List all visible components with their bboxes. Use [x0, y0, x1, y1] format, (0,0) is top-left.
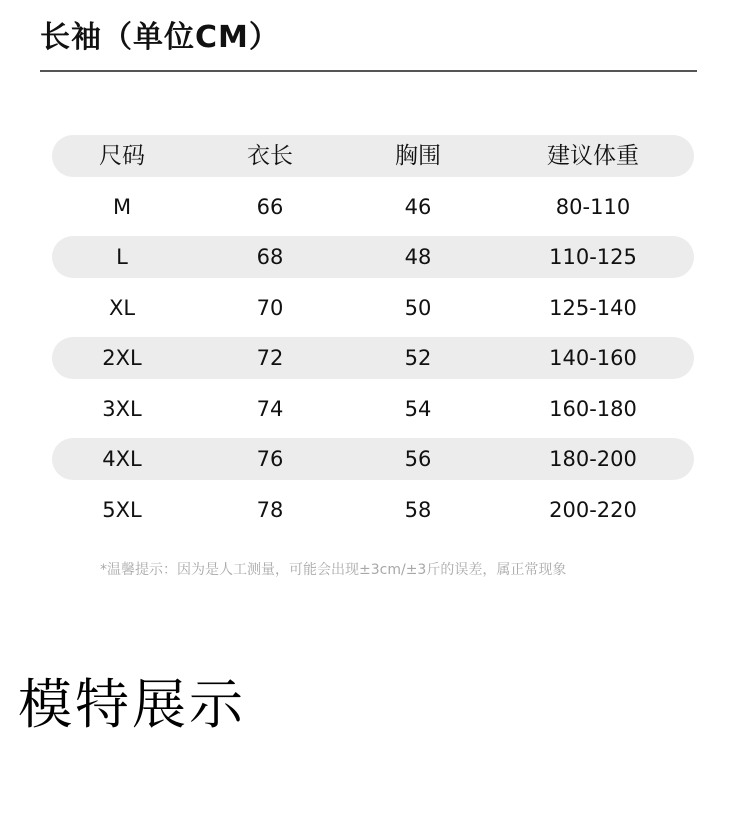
table-row — [52, 186, 694, 228]
table-row — [52, 236, 694, 278]
cell-size: 5XL — [102, 497, 142, 522]
title-divider — [40, 70, 697, 72]
table-row — [52, 438, 694, 480]
cell-chest: 46 — [404, 194, 432, 219]
table-row — [52, 287, 694, 329]
cell-length: 68 — [256, 245, 284, 269]
section-title: 模特展示 — [18, 673, 246, 736]
cell-chest: 56 — [404, 447, 432, 471]
header-chest: 胸围 — [395, 143, 441, 169]
table-row — [52, 388, 694, 430]
cell-size: 4XL — [102, 447, 142, 471]
cell-length: 76 — [256, 447, 284, 471]
cell-chest: 48 — [404, 245, 432, 269]
cell-size: 2XL — [102, 346, 142, 370]
cell-chest: 50 — [404, 295, 432, 320]
cell-chest: 58 — [404, 497, 432, 522]
header-weight: 建议体重 — [547, 143, 639, 169]
page-title: 长袖（单位CM） — [40, 20, 280, 55]
cell-chest: 54 — [404, 396, 432, 421]
cell-size: XL — [108, 295, 136, 320]
cell-weight: 180-200 — [549, 447, 637, 471]
header-size: 尺码 — [99, 143, 145, 169]
cell-weight: 80-110 — [555, 194, 631, 219]
table-header-row — [52, 135, 694, 177]
table-row — [52, 489, 694, 531]
cell-length: 70 — [256, 295, 284, 320]
cell-size: L — [116, 245, 128, 269]
measurement-note: *温馨提示：因为是人工测量，可能会出现±3cm/±3斤的误差，属正常现象 — [100, 562, 567, 578]
cell-size: M — [112, 194, 132, 219]
cell-weight: 160-180 — [549, 396, 637, 421]
size-chart-table — [52, 135, 694, 539]
cell-chest: 52 — [404, 346, 432, 370]
table-row — [52, 337, 694, 379]
cell-length: 72 — [256, 346, 284, 370]
cell-weight: 140-160 — [549, 346, 637, 370]
cell-weight: 110-125 — [549, 245, 637, 269]
cell-length: 66 — [256, 194, 284, 219]
cell-length: 74 — [256, 396, 284, 421]
header-length: 衣长 — [247, 143, 293, 169]
cell-size: 3XL — [102, 396, 142, 421]
cell-weight: 125-140 — [549, 295, 637, 320]
cell-weight: 200-220 — [549, 497, 637, 522]
cell-length: 78 — [256, 497, 284, 522]
